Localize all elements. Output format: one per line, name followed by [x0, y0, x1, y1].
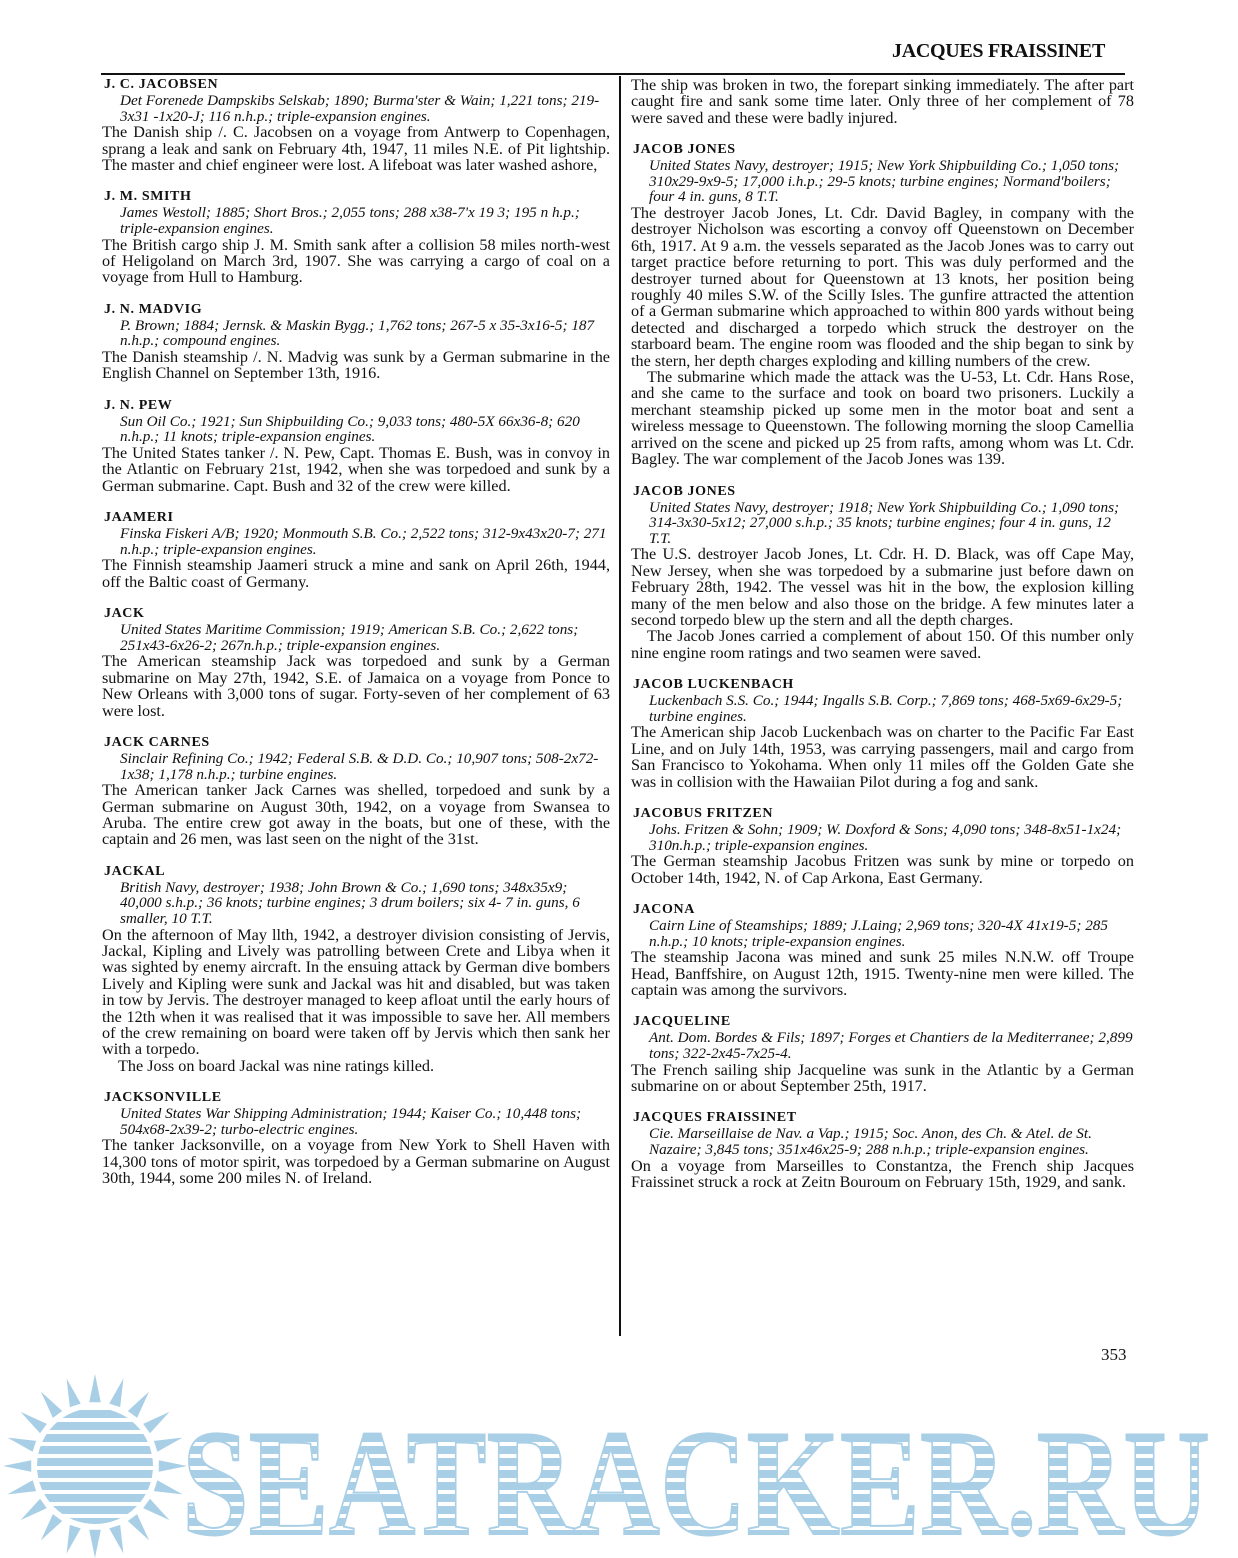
ship-name: JACONA [633, 901, 695, 917]
ship-entry [631, 484, 1134, 662]
sun-ray [143, 1499, 169, 1520]
ship-history-paragraph: The French sailing ship Jacqueline was sunk in the Atlantic by a German submarine on or about September 25th, 1917. [631, 1060, 1134, 1095]
sun-ray [21, 1412, 47, 1433]
ship-entry [631, 1014, 1134, 1094]
ship-specification: British Navy, destroyer; 1938; John Brown & Co.; 1,690 tons; 348x35x9; 40,000 s.h.p.; 36 knots; turbine engines; 3 drum boilers; six 4- 7 in. guns, 6 smaller, 10 T.T. [120, 878, 580, 928]
ship-specification: Sun Oil Co.; 1921; Sun Shipbuilding Co.; 9,033 tons; 480-5X 66x36-8; 620 n.h.p.; 11 knots; triple-expansion engines. [120, 412, 580, 446]
ship-name: JACKSONVILLE [104, 1090, 222, 1106]
watermark-text: SEATRACKER.RU [182, 1399, 1210, 1558]
ship-specification: Ant. Dom. Bordes & Fils; 1897; Forges et Chantiers de la Mediterranee; 2,899 tons; 322-2x45-7x25-4. [649, 1029, 1133, 1062]
ship-entry [631, 142, 1134, 467]
ship-specification: United States Navy, destroyer; 1915; New York Shipbuilding Co.; 1,050 tons; 310x29-9x9-5; 17,000 i.h.p.; 29-5 knots; turbine engines; Normand'boilers; four 4 in. guns, 8 T.T. [649, 157, 1120, 206]
ship-name: J. M. SMITH [104, 189, 192, 205]
sun-ray [128, 1514, 149, 1540]
ship-specification: P. Brown; 1884; Jernsk. & Maskin Bygg.; 1,762 tons; 267-5 x 35-3x16-5; 187 n.h.p.; compound engines. [120, 316, 595, 350]
sun-ray [3, 1460, 31, 1472]
running-head: JACQUES FRAISSINET [892, 40, 1105, 62]
ship-name: J. C. JACOBSEN [104, 77, 219, 92]
sun-burst-icon [3, 1374, 187, 1558]
ship-specification: James Westoll; 1885; Short Bros.; 2,055 tons; 288 x38-7'x 19 3; 195 n h.p.; triple-expansion engines. [120, 204, 580, 237]
ship-entry [102, 510, 610, 590]
ship-history-paragraph: The steamship Jacona was mined and sunk 25 miles N.N.W. off Troupe Head, Banffshire, on August 12th, 1915. Twenty-nine men were killed. The captain was among the survivors. [631, 948, 1134, 999]
page-number: 353 [1101, 1345, 1127, 1364]
ship-specification: Finska Fiskeri A/B; 1920; Monmouth S.B. Co.; 2,522 tons; 312-9x43x20-7; 271 n.h.p.; triple-expansion engines. [120, 525, 607, 558]
ship-history-paragraph: The Jacob Jones carried a complement of about 150. Of this number only nine engine room ratings and two seamen were saved. [631, 627, 1134, 662]
ship-entry [102, 398, 610, 494]
ship-specification: Johs. Fritzen & Sohn; 1909; W. Doxford & Sons; 4,090 tons; 348-8x51-1x24; 310n.h.p.; triple-expansion engines. [649, 820, 1122, 854]
header-rule [101, 73, 1125, 75]
sun-ray [8, 1480, 37, 1494]
sun-ray [21, 1499, 47, 1520]
ship-entry [102, 1090, 610, 1186]
ship-name: JACOB JONES [633, 142, 736, 158]
ship-history-paragraph: The American ship Jacob Luckenbach was on charter to the Pacific Far East Line, and on July 14th, 1953, was carrying passengers, mail and cargo from San Francisco to Yokohama. When only 11 miles off the Golden Gate she was in collision with the Hawaiian Pilot during a fog and sank. [631, 723, 1134, 791]
ship-name: JACOB JONES [633, 483, 736, 499]
ship-specification: Det Forenede Dampskibs Selskab; 1890; Burma'ster & Wain; 1,221 tons; 219-3x31 -1x20-J; 116 n.h.p.; triple-expansion engines. [120, 92, 600, 125]
sun-ray [89, 1374, 101, 1402]
column-divider [619, 76, 621, 1336]
ship-specification: United States War Shipping Administration; 1944; Kaiser Co.; 10,448 tons; 504x68-2x39-2; turbo-electric engines. [120, 1105, 582, 1138]
left-column [102, 77, 610, 1203]
ship-specification: Cie. Marseillaise de Nav. a Vap.; 1915; Soc. Anon, des Ch. & Atel. de St. Nazaire; 3,845 tons; 351x46x25-9; 288 n.h.p.; triple-expansion engines. [649, 1125, 1092, 1158]
ship-specification: Sinclair Refining Co.; 1942; Federal S.B. & D.D. Co.; 10,907 tons; 508-2x72-1x38; 1,178 n.h.p.; turbine engines. [120, 750, 599, 783]
sun-ray [154, 1438, 183, 1452]
ship-history-paragraph: The Danish steamship /. N. Madvig was sunk by a German submarine in the English Channel on September 13th, 1916. [102, 348, 610, 383]
ship-name: J. N. PEW [104, 397, 173, 413]
sun-ray [8, 1438, 37, 1452]
ship-name: JACK [104, 606, 145, 622]
ship-history-paragraph: The tanker Jacksonville, on a voyage from New York to Shell Haven with 14,300 tons of motor spirit, was torpedoed by a German submarine on August 30th, 1944, some 200 miles N. of Ireland. [102, 1136, 610, 1188]
ship-history-paragraph: The Danish ship /. C. Jacobsen on a voyage from Antwerp to Copenhagen, sprang a leak and sank on February 4th, 1947, 11 miles N.E. of Pit lightship. The master and chief engineer were lost. A lifeboat was later washed ashore, [102, 123, 610, 174]
right-column [631, 77, 1134, 1206]
ship-history-paragraph: The Finnish steamship Jaameri struck a mine and sank on April 26th, 1944, off the Baltic coast of Germany. [102, 556, 610, 591]
ship-name: JACOBUS FRITZEN [633, 805, 774, 821]
ship-history-paragraph: The German steamship Jacobus Fritzen was sunk by mine or torpedo on October 14th, 1942, N. of Cap Arkona, East Germany. [631, 852, 1134, 887]
ship-name: JACQUES FRAISSINET [633, 1110, 797, 1126]
ship-entry [102, 864, 610, 1074]
sun-ray [128, 1392, 149, 1418]
ship-specification: Cairn Line of Steamships; 1889; J.Laing; 2,969 tons; 320-4X 41x19-5; 285 n.h.p.; 10 knots; triple-expansion engines. [649, 916, 1108, 950]
ship-name: JACKAL [104, 863, 166, 879]
ship-entry [631, 677, 1134, 790]
ship-entry [102, 77, 610, 173]
ship-history-paragraph: The submarine which made the attack was the U-53, Lt. Cdr. Hans Rose, and she came to the surface and took on board two prisoners. Luckily a merchant steamship picked up some men in the motor boat and sent a wireless message to Queenstown. The following morning the sloop Camellia arrived on the scene and picked up 25 from rafts, among whom was Lt. Cdr. Bagley. The war complement of the Jacob Jones was 139. [631, 368, 1134, 469]
sun-ray [67, 1525, 81, 1554]
ship-name: JACK CARNES [104, 735, 210, 751]
ship-history-paragraph: On a voyage from Marseilles to Constantza, the French ship Jacques Fraissinet struck a rock at Zeitn Bouroum on February 15th, 1929, and sank. [631, 1156, 1134, 1191]
ship-entry [631, 77, 1134, 126]
ship-history-paragraph: The U.S. destroyer Jacob Jones, Lt. Cdr. H. D. Black, was off Cape May, New Jersey, when she was torpedoed by a submarine just before dawn on February 28th, 1942. The vessel was hit in the bow, the explosion killing many of the men below and also those on the bridge. A few minutes later a second torpedo blew up the stern and all the depth charges. [631, 545, 1134, 629]
ship-entry [631, 1110, 1134, 1190]
ship-history-paragraph: The British cargo ship J. M. Smith sank after a collision 58 miles north-west of Heligoland on March 3rd, 1907. She was carrying a cargo of coal on a voyage from Hull to Hamburg. [102, 235, 610, 287]
ship-entry [631, 806, 1134, 886]
ship-name: J. N. MADVIG [104, 301, 203, 317]
ship-entry [102, 189, 610, 285]
ship-specification: Luckenbach S.S. Co.; 1944; Ingalls S.B. Corp.; 7,869 tons; 468-5x69-6x29-5; turbine engines. [649, 692, 1123, 725]
ship-history-paragraph: The American steamship Jack was torpedoed and sunk by a German submarine on May 27th, 1942, S.E. of Jamaica on a voyage from Ponce to New Orleans with 3,000 tons of sugar. Forty-seven of her complement of 63 were lost. [102, 652, 610, 720]
sun-ray [41, 1514, 62, 1540]
sun-ray [109, 1525, 123, 1554]
ship-history-paragraph: The ship was broken in two, the forepart sinking immediately. The after part caught fire and sank some time later. Only three of her complement of 78 were saved and these were badly injured. [631, 76, 1134, 127]
ship-name: JAAMERI [104, 510, 174, 526]
ship-specification: United States Maritime Commission; 1919; American S.B. Co.; 2,622 tons; 251x43-6x26-2; 267n.h.p.; triple-expansion engines. [120, 621, 579, 654]
watermark [0, 1366, 1238, 1558]
sun-ray [41, 1392, 62, 1418]
ship-name: JACOB LUCKENBACH [633, 677, 794, 693]
sun-ray [89, 1530, 101, 1558]
sun-ray [143, 1412, 169, 1433]
ship-history-paragraph: The American tanker Jack Carnes was shelled, torpedoed and sunk by a German submarine on August 30th, 1942, on a voyage from Swansea to Aruba. The entire crew got away in the boats, but one of these, with the captain and 26 men, was last seen on the night of the 31st. [102, 781, 610, 849]
ship-history-paragraph: The Joss on board Jackal was nine ratings killed. [118, 1056, 435, 1075]
ship-history-paragraph: On the afternoon of May llth, 1942, a destroyer division consisting of Jervis, Jackal, Kipling and Lively was patrolling between Crete and Libya when it was sighted by enemy aircraft. In the ensuing attack by German dive bombers Lively and Kipling were sunk and Jackal was hit and disabled, but was taken in tow by Jervis. The destroyer managed to keep afloat until the early hours of the 12th when it was realised that it was impossible to save her. All members of the crew remaining on board were taken off by Jervis which then sank her with a torpedo. [102, 925, 610, 1059]
ship-history-paragraph: The destroyer Jacob Jones, Lt. Cdr. David Bagley, in company with the destroyer Nicholson was escorting a convoy off Queenstown on December 6th, 1917. At 9 a.m. the vessels separated as the Jacob Jones was to carry out target practice before returning to port. This was duly performed and the destroyer turned about for Queenstown at 13 knots, her position being roughly 40 miles S.W. of the Scilly Isles. The gunfire attracted the attention of a German submarine which approached to within 800 yards without being detected and discharged a torpedo which struck the destroyer on the starboard beam. The engine room was flooded and the ship began to sink by the stern, her depth charges exploding and killing numbers of the crew. [631, 204, 1134, 370]
ship-specification: United States Navy, destroyer; 1918; New York Shipbuilding Co.; 1,090 tons; 314-3x30-5x12; 27,000 s.h.p.; 35 knots; turbine engines; four 4 in. guns, 12 T.T. [649, 498, 1120, 547]
sun-ray [109, 1379, 123, 1408]
sun-ray [67, 1379, 81, 1408]
ship-entry [102, 302, 610, 382]
sun-ray [154, 1480, 183, 1494]
ship-entry [102, 735, 610, 848]
ship-name: JACQUELINE [633, 1014, 731, 1030]
ship-entry [102, 606, 610, 719]
ship-history-paragraph: The United States tanker /. N. Pew, Capt. Thomas E. Bush, was in convoy in the Atlantic on February 21st, 1942, when she was torpedoed and sunk by a German submarine. Capt. Bush and 32 of the crew were killed. [102, 444, 610, 495]
ship-entry [631, 902, 1134, 998]
